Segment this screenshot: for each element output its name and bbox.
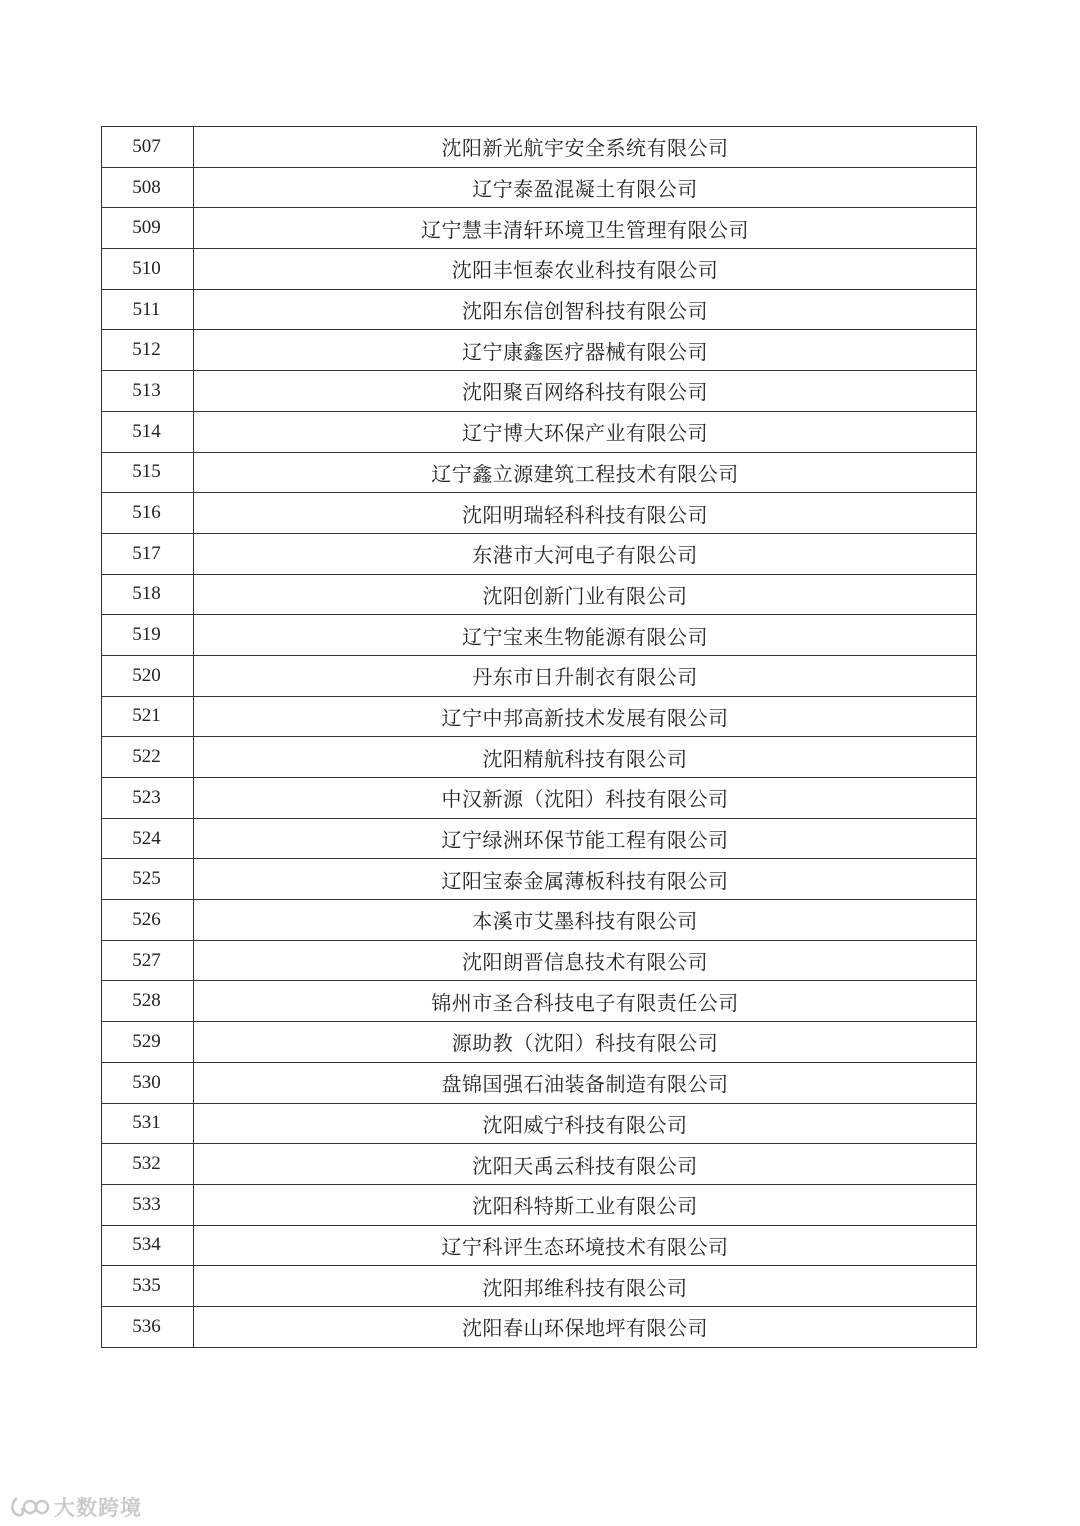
table-row — [102, 940, 977, 981]
table-row — [102, 1306, 977, 1347]
table-row — [102, 330, 977, 371]
company-name-cell: 沈阳东信创智科技有限公司 — [194, 289, 977, 330]
row-number-cell: 516 — [102, 493, 194, 534]
table-row — [102, 208, 977, 249]
company-name-cell: 沈阳创新门业有限公司 — [194, 574, 977, 615]
table-row — [102, 655, 977, 696]
company-name-cell: 辽宁科评生态环境技术有限公司 — [194, 1225, 977, 1266]
row-number-cell: 533 — [102, 1184, 194, 1225]
table-row — [102, 127, 977, 168]
table-row — [102, 1266, 977, 1307]
row-number-cell: 511 — [102, 289, 194, 330]
row-number-cell: 529 — [102, 1022, 194, 1063]
row-number-cell: 522 — [102, 737, 194, 778]
row-number-cell: 508 — [102, 167, 194, 208]
watermark — [10, 1494, 142, 1520]
table-body — [102, 127, 977, 1348]
row-number-cell: 528 — [102, 981, 194, 1022]
company-name-cell: 沈阳威宁科技有限公司 — [194, 1103, 977, 1144]
company-name-cell: 辽宁康鑫医疗器械有限公司 — [194, 330, 977, 371]
row-number-cell: 517 — [102, 533, 194, 574]
row-number-cell: 530 — [102, 1062, 194, 1103]
watermark-text: 大数跨境 — [54, 1496, 142, 1520]
company-name-cell: 辽宁绿洲环保节能工程有限公司 — [194, 818, 977, 859]
table-row — [102, 574, 977, 615]
company-name-cell: 沈阳邦维科技有限公司 — [194, 1266, 977, 1307]
company-list-table — [101, 126, 977, 1348]
table-row — [102, 249, 977, 290]
row-number-cell: 512 — [102, 330, 194, 371]
table-row — [102, 1184, 977, 1225]
company-name-cell: 沈阳精航科技有限公司 — [194, 737, 977, 778]
company-name-cell: 盘锦国强石油装备制造有限公司 — [194, 1062, 977, 1103]
table-row — [102, 533, 977, 574]
company-name-cell: 辽宁博大环保产业有限公司 — [194, 411, 977, 452]
row-number-cell: 535 — [102, 1266, 194, 1307]
company-name-cell: 辽宁宝来生物能源有限公司 — [194, 615, 977, 656]
company-name-cell: 辽宁慧丰清轩环境卫生管理有限公司 — [194, 208, 977, 249]
company-name-cell: 本溪市艾墨科技有限公司 — [194, 900, 977, 941]
table-row — [102, 1022, 977, 1063]
table-row — [102, 371, 977, 412]
row-number-cell: 513 — [102, 371, 194, 412]
table-row — [102, 1144, 977, 1185]
row-number-cell: 536 — [102, 1306, 194, 1347]
row-number-cell: 507 — [102, 127, 194, 168]
table-row — [102, 696, 977, 737]
table-row — [102, 1225, 977, 1266]
row-number-cell: 509 — [102, 208, 194, 249]
row-number-cell: 523 — [102, 778, 194, 819]
company-name-cell: 辽宁中邦高新技术发展有限公司 — [194, 696, 977, 737]
company-name-cell: 沈阳新光航宇安全系统有限公司 — [194, 127, 977, 168]
table-row — [102, 900, 977, 941]
table-row — [102, 493, 977, 534]
table-row — [102, 818, 977, 859]
company-name-cell: 丹东市日升制衣有限公司 — [194, 655, 977, 696]
row-number-cell: 526 — [102, 900, 194, 941]
company-name-cell: 辽阳宝泰金属薄板科技有限公司 — [194, 859, 977, 900]
row-number-cell: 524 — [102, 818, 194, 859]
company-name-cell: 沈阳明瑞轻科科技有限公司 — [194, 493, 977, 534]
table-row — [102, 737, 977, 778]
company-name-cell: 东港市大河电子有限公司 — [194, 533, 977, 574]
table-row — [102, 289, 977, 330]
row-number-cell: 532 — [102, 1144, 194, 1185]
row-number-cell: 514 — [102, 411, 194, 452]
company-name-cell: 中汉新源（沈阳）科技有限公司 — [194, 778, 977, 819]
row-number-cell: 510 — [102, 249, 194, 290]
table-row — [102, 411, 977, 452]
row-number-cell: 531 — [102, 1103, 194, 1144]
company-name-cell: 沈阳丰恒泰农业科技有限公司 — [194, 249, 977, 290]
company-name-cell: 沈阳天禹云科技有限公司 — [194, 1144, 977, 1185]
table-row — [102, 1103, 977, 1144]
table-row — [102, 452, 977, 493]
table-row — [102, 1062, 977, 1103]
company-name-cell: 沈阳科特斯工业有限公司 — [194, 1184, 977, 1225]
row-number-cell: 519 — [102, 615, 194, 656]
row-number-cell: 518 — [102, 574, 194, 615]
table-row — [102, 778, 977, 819]
company-name-cell: 锦州市圣合科技电子有限责任公司 — [194, 981, 977, 1022]
table-row — [102, 167, 977, 208]
company-name-cell: 沈阳春山环保地坪有限公司 — [194, 1306, 977, 1347]
company-name-cell: 辽宁泰盈混凝土有限公司 — [194, 167, 977, 208]
row-number-cell: 521 — [102, 696, 194, 737]
row-number-cell: 534 — [102, 1225, 194, 1266]
company-name-cell: 沈阳朗晋信息技术有限公司 — [194, 940, 977, 981]
company-name-cell: 沈阳聚百网络科技有限公司 — [194, 371, 977, 412]
table-row — [102, 859, 977, 900]
logo-icon — [10, 1495, 50, 1519]
table-row — [102, 981, 977, 1022]
row-number-cell: 527 — [102, 940, 194, 981]
company-name-cell: 源助教（沈阳）科技有限公司 — [194, 1022, 977, 1063]
row-number-cell: 515 — [102, 452, 194, 493]
company-name-cell: 辽宁鑫立源建筑工程技术有限公司 — [194, 452, 977, 493]
row-number-cell: 525 — [102, 859, 194, 900]
row-number-cell: 520 — [102, 655, 194, 696]
table-row — [102, 615, 977, 656]
